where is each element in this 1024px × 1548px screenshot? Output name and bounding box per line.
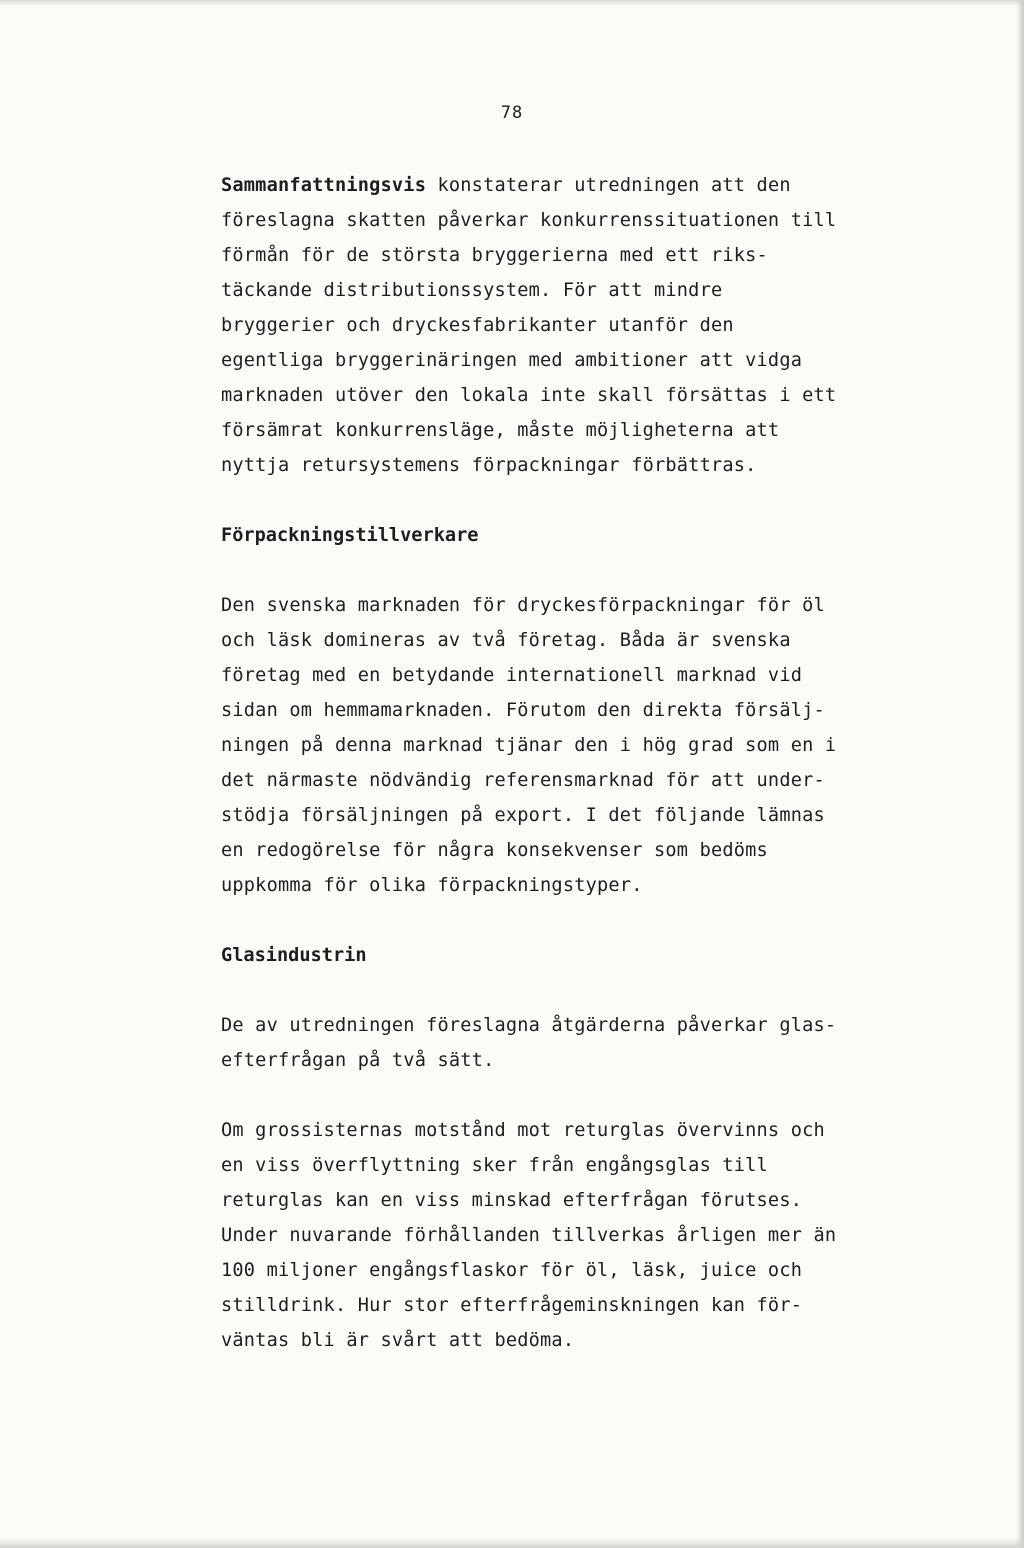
paragraph-line: föreslagna skatten påverkar konkurrenssituationen till xyxy=(221,210,837,231)
paragraph-line: 100 miljoner engångsflaskor för öl, läsk, juice och xyxy=(221,1260,803,1281)
paragraph-line: Under nuvarande förhållanden tillverkas årligen mer än xyxy=(221,1225,837,1246)
section-heading: Glasindustrin xyxy=(221,945,367,966)
paragraph-line: Om grossisternas motstånd mot returglas övervinns och xyxy=(221,1120,825,1141)
paragraph-line: nyttja retursystemens förpackningar förbättras. xyxy=(221,455,757,476)
paragraph-summary xyxy=(221,168,996,483)
paragraph-line: bryggerier och dryckesfabrikanter utanför den xyxy=(221,315,734,336)
paragraph-line: stilldrink. Hur stor efterfrågeminskningen kan för- xyxy=(221,1295,803,1316)
paragraph-line: försämrat konkurrensläge, måste möjligheterna att xyxy=(221,420,780,441)
spacer xyxy=(221,483,996,518)
paragraph-line: De av utredningen föreslagna åtgärderna påverkar glas- xyxy=(221,1015,837,1036)
paragraph-glass-demand xyxy=(221,1008,996,1078)
paragraph-line: uppkomma för olika förpackningstyper. xyxy=(221,875,643,896)
document-body xyxy=(221,168,996,1358)
spacer xyxy=(221,903,996,938)
paragraph-line: egentliga bryggerinäringen med ambitioner att vidga xyxy=(221,350,803,371)
lead-word: Sammanfattningsvis xyxy=(221,175,427,196)
scan-bottom-edge xyxy=(0,1538,1024,1548)
paragraph-line: ningen på denna marknad tjänar den i hög grad som en i xyxy=(221,735,837,756)
scan-right-edge xyxy=(1016,0,1024,1548)
paragraph-line: täckande distributionssystem. För att mindre xyxy=(221,280,723,301)
paragraph-line: marknaden utöver den lokala inte skall försättas i ett xyxy=(221,385,837,406)
paragraph-line: Sammanfattningsvis konstaterar utredningen att den xyxy=(221,175,791,196)
paragraph-line: Den svenska marknaden för dryckesförpackningar för öl xyxy=(221,595,825,616)
paragraph-line: efterfrågan på två sätt. xyxy=(221,1050,495,1071)
paragraph-line: en redogörelse för några konsekvenser som bedöms xyxy=(221,840,768,861)
paragraph-line: returglas kan en viss minskad efterfrågan förutses. xyxy=(221,1190,803,1211)
paragraph-line: och läsk domineras av två företag. Båda är svenska xyxy=(221,630,791,651)
paragraph-line: det närmaste nödvändig referensmarknad för att under- xyxy=(221,770,825,791)
paragraph-packaging xyxy=(221,588,996,903)
spacer xyxy=(221,973,996,1008)
spacer xyxy=(221,1078,996,1113)
paragraph-line: stödja försäljningen på export. I det följande lämnas xyxy=(221,805,825,826)
page-number: 78 xyxy=(500,103,524,123)
paragraph-line: förmån för de största bryggerierna med ett riks- xyxy=(221,245,768,266)
paragraph-returnable-glass xyxy=(221,1113,996,1358)
paragraph-line: väntas bli är svårt att bedöma. xyxy=(221,1330,575,1351)
spacer xyxy=(221,553,996,588)
paragraph-line: företag med en betydande internationell marknad vid xyxy=(221,665,803,686)
paragraph-line: en viss överflyttning sker från engångsglas till xyxy=(221,1155,768,1176)
paragraph-line: sidan om hemmamarknaden. Förutom den direkta försälj- xyxy=(221,700,825,721)
scan-top-edge xyxy=(0,0,1024,6)
section-heading: Förpackningstillverkare xyxy=(221,525,479,546)
